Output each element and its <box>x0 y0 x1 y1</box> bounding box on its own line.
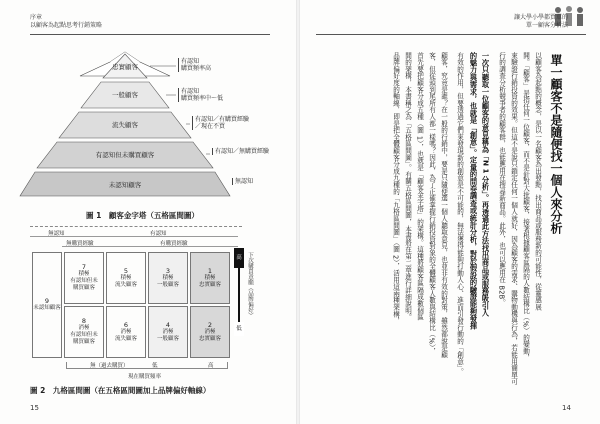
grid-cell-9 <box>32 252 62 358</box>
grid-side-bar <box>238 268 240 328</box>
grid-label-awareness: 有認知 <box>150 231 167 237</box>
left-header-section: 序章 <box>30 14 43 21</box>
left-page-number: 15 <box>30 404 39 412</box>
grid-top-rule <box>30 236 238 237</box>
grid-cell-3-label: 積極 一般顧客 <box>156 274 179 288</box>
pyramid-label-1: 忠實顧客 <box>112 63 138 71</box>
grid-cell-4-number: 4 <box>165 320 171 329</box>
grid-cell-1-number: 1 <box>207 266 213 275</box>
pyramid-label-2: 一般顧客 <box>112 91 138 99</box>
grid-bottom-none: 無（過去購買） <box>90 363 129 369</box>
body-column-7: 有效的作用，但要透過它們來發現新的創意是不可能的，無法獲得能夠打動人心、進而引發行動的「創意」。 <box>455 52 464 376</box>
grid-top-dash <box>30 226 242 228</box>
right-header <box>488 14 568 30</box>
right-header-rule <box>316 34 586 35</box>
grid-cell-7-label: 積極 有認知但未 購買顧客 <box>70 271 98 291</box>
pyramid-note-4: 有認知／無購買經驗 <box>212 148 285 155</box>
grid-label-no-purchase: 無購買經驗 <box>66 241 94 247</box>
body-column-2: 開。「顧客」是指任何一位顧客，而不是針對大批顧客，接著根據顧客區隔的人數結構比（%）的變動， <box>521 52 530 362</box>
grid-cell-1-label: 積極 忠實顧客 <box>198 274 221 288</box>
body-column-11: 間的架構，本書稱之為「五格區間圖」。有關五格區間圖，本書將在第二章進行詳細說明。 <box>403 52 412 321</box>
grid-cell-8 <box>64 306 104 358</box>
body-column-6-bold: 的魅力與需求，也就是「創意」。定量的問卷調查或統計分析，對於假設的驗證能夠發揮 <box>469 52 479 330</box>
grid-cell-7-number: 7 <box>81 263 87 271</box>
pyramid-label-3: 流失顧客 <box>112 121 138 129</box>
grid-second-rule <box>62 246 238 247</box>
body-column-8: 顧客，究竟是誰？在一般的行銷中，要是只隨便選一個人聽取意見，也並非有效的對策，雖然都說是顧 <box>439 52 448 358</box>
figure1-caption: 圖 1 顧客金字塔（五格區間圖） <box>86 211 199 220</box>
grid-bottom-high: 高 <box>208 363 214 369</box>
grid-cell-8-number: 8 <box>81 317 87 325</box>
body-column-3: 來驗證行銷投資的效果。但這不是說只鎖定任何一個人就好，因為顧客的需求、購物動機與行為，若能用簡單可 <box>509 52 518 386</box>
grid-cell-5 <box>106 252 146 304</box>
body-column-9: 客，但從頭到尾所有人都一樣嗎？因此，為了正確掌握行銷投資對象的全體顧客人數與結構比（%）， <box>427 52 436 355</box>
pyramid-note-1: 有認知 購買頻率高 <box>178 58 271 72</box>
grid-side-low: 低 <box>234 322 244 336</box>
grid-cell-9-label: 未認知顧客 <box>33 305 61 311</box>
left-page <box>0 0 296 424</box>
body-column-4: 行的調查分析競爭者的顧客群，也能應用在搜尋新商品。此外，也可以應用在 B2B。 <box>497 52 506 307</box>
section-title: 單一顧客不是隨便找一個人來分析 <box>549 54 563 234</box>
grid-cell-6-number: 6 <box>123 320 129 329</box>
grid-cell-4 <box>148 306 188 358</box>
grid-label-no-awareness: 無認知 <box>48 231 65 237</box>
grid-cell-5-label: 積極 流失顧客 <box>114 274 137 288</box>
pyramid-label-4: 有認知但未購買顧客 <box>95 151 155 159</box>
grid-side-axis-title: 下次購買意願（品牌偏好） <box>247 252 253 318</box>
grid-side-high: 高 <box>234 248 244 268</box>
grid-cell-3-number: 3 <box>165 266 171 275</box>
figure2-caption: 圖 2 九格區間圖（在五格區間圖加上品牌偏好軸線） <box>30 386 211 395</box>
grid-cell-2-number: 2 <box>207 320 213 329</box>
grid-cell-1 <box>190 252 230 304</box>
grid-bottom-axis-title: 現在購買頻率 <box>128 374 162 380</box>
grid-cell-8-label: 消極 有認知但未 購買顧客 <box>70 325 98 345</box>
grid-cell-7 <box>64 252 104 304</box>
pyramid-note-2: 有認知 購買頻率中～低 <box>178 88 271 102</box>
body-column-10: 首先要把顧客分成五種（圖 1），也就是「顧客金字塔」的架構。這種將顧客區隔成數個區 <box>415 52 424 321</box>
grid-cell-6-label: 消極 流失顧客 <box>114 328 137 342</box>
grid-cell-2 <box>190 306 230 358</box>
grid-cell-3 <box>148 252 188 304</box>
grid-cell-2-label: 消極 忠實顧客 <box>198 328 221 342</box>
right-page-number: 14 <box>562 404 571 412</box>
pyramid-label-5: 未認知顧客 <box>108 181 142 189</box>
body-column-12: 品牌偏好度的軸線，即是把全體顧客分成九種的「九格區間圖」（圖 2），活用這兩種架構， <box>391 52 400 325</box>
grid-cell-4-label: 消極 一般顧客 <box>156 328 179 342</box>
right-header-line1: 讓大學小學都買單的 <box>513 14 568 21</box>
grid-cell-5-number: 5 <box>123 266 129 275</box>
grid-cell-9-number: 9 <box>44 297 50 305</box>
grid-bottom-low: 低 <box>152 363 158 369</box>
pyramid-note-5: 無認知 <box>232 178 285 185</box>
pyramid-note-3: 有認知／有購買經驗 ／現在不買 <box>192 116 275 130</box>
left-header-subtitle: 以顧客為起點思考行銷策略 <box>30 22 103 29</box>
grid-label-has-purchase: 有購買經驗 <box>160 241 188 247</box>
right-header-line2: 單一顧客分析法 <box>525 22 568 29</box>
body-column-5-bold: 一次只聽取一位顧客的意見稱為「N 1 分析」。再透過此方法找出商品或服務吸引人 <box>481 52 491 317</box>
right-page <box>300 0 600 424</box>
body-column-1: 以顧客為起點的概念，是以一名顧客為出發點，找出商品或服務新的可能性，從靈感展 <box>533 52 542 311</box>
grid-cell-6 <box>106 306 146 358</box>
